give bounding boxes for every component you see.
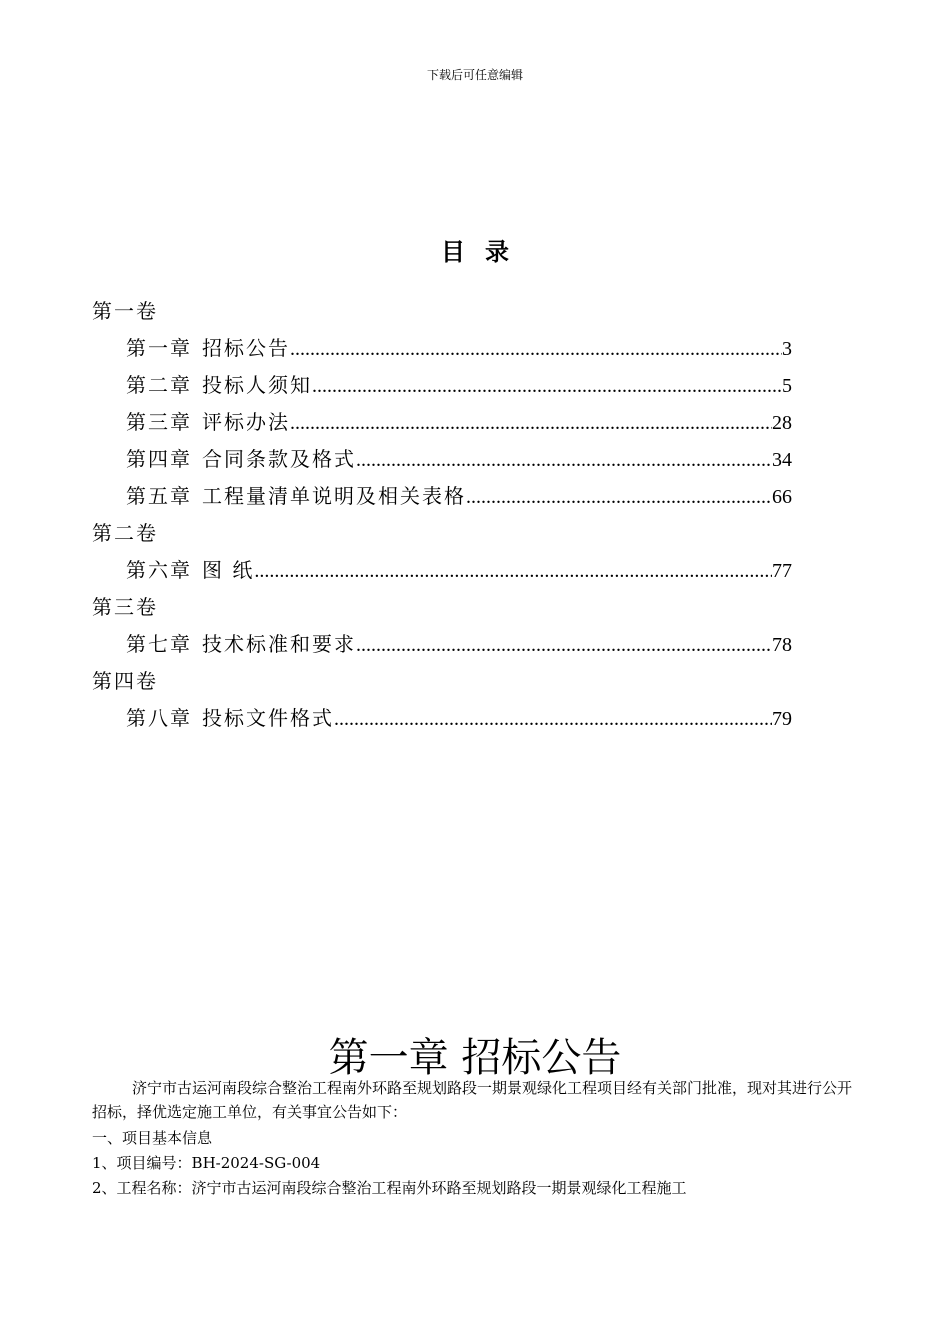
- toc-title: 目录: [441, 237, 529, 266]
- toc-chapter-number: 第八章: [126, 706, 192, 730]
- toc-entry[interactable]: [126, 703, 792, 740]
- intro-paragraph: 济宁市古运河南段综合整治工程南外环路至规划路段一期景观绿化工程项目经有关部门批准，现对其进行公开招标，择优选定施工单位，有关事宜公告如下：: [92, 1079, 853, 1121]
- toc-volume-1: 第一卷: [92, 299, 158, 323]
- toc-page-number: 3: [782, 338, 792, 360]
- toc-chapter-title: 图 纸: [202, 558, 255, 582]
- toc-chapter-title: 技术标准和要求: [202, 632, 356, 656]
- toc-entry[interactable]: [126, 555, 792, 592]
- toc-chapter-title: 工程量清单说明及相关表格: [202, 484, 466, 508]
- toc-chapter-number: 第三章: [126, 410, 192, 434]
- toc-chapter-number: 第七章: [126, 632, 192, 656]
- project-number-item: 1、项目编号：BH-2024-SG-004: [92, 1154, 321, 1172]
- toc-entry[interactable]: [126, 444, 792, 481]
- toc-leader-dots: [312, 371, 782, 401]
- toc-page-number: 28: [772, 412, 792, 434]
- toc-chapter-title: 招标公告: [202, 336, 290, 360]
- toc-page-number: 66: [772, 486, 792, 508]
- toc-entry[interactable]: [126, 629, 792, 666]
- toc-page-number: 78: [772, 634, 792, 656]
- toc-leader-dots: [334, 704, 772, 734]
- toc-volume-2: 第二卷: [92, 521, 158, 545]
- toc-entry[interactable]: [126, 481, 792, 518]
- toc-leader-dots: [356, 445, 772, 475]
- toc-volume-4: 第四卷: [92, 669, 158, 693]
- toc-chapter-number: 第四章: [126, 447, 192, 471]
- toc-chapter-number: 第五章: [126, 484, 192, 508]
- toc-leader-dots: [290, 408, 772, 438]
- toc-chapter-title: 合同条款及格式: [202, 447, 356, 471]
- toc-leader-dots: [466, 482, 772, 512]
- toc-leader-dots: [356, 630, 772, 660]
- toc-chapter-title: 投标文件格式: [202, 706, 334, 730]
- project-name-item: 2、工程名称：济宁市古运河南段综合整治工程南外环路至规划路段一期景观绿化工程施工: [92, 1179, 687, 1197]
- toc-entry[interactable]: [126, 370, 792, 407]
- chapter-heading: 第一章 招标公告: [328, 1035, 622, 1081]
- toc-entry[interactable]: [126, 407, 792, 444]
- table-of-contents: [92, 296, 792, 740]
- toc-chapter-title: 投标人须知: [202, 373, 312, 397]
- toc-page-number: 34: [772, 449, 792, 471]
- toc-chapter-title: 评标办法: [202, 410, 290, 434]
- section-heading: 一、项目基本信息: [92, 1129, 213, 1147]
- toc-leader-dots: [290, 334, 782, 364]
- toc-page-number: 77: [772, 560, 792, 582]
- toc-chapter-number: 第二章: [126, 373, 192, 397]
- toc-leader-dots: [254, 556, 772, 586]
- toc-chapter-number: 第六章: [126, 558, 192, 582]
- toc-volume-3: 第三卷: [92, 595, 158, 619]
- toc-entry[interactable]: [126, 333, 792, 370]
- header-note: 下载后可任意编辑: [426, 68, 523, 82]
- toc-chapter-number: 第一章: [126, 336, 192, 360]
- toc-page-number: 5: [782, 375, 792, 397]
- toc-page-number: 79: [772, 708, 792, 730]
